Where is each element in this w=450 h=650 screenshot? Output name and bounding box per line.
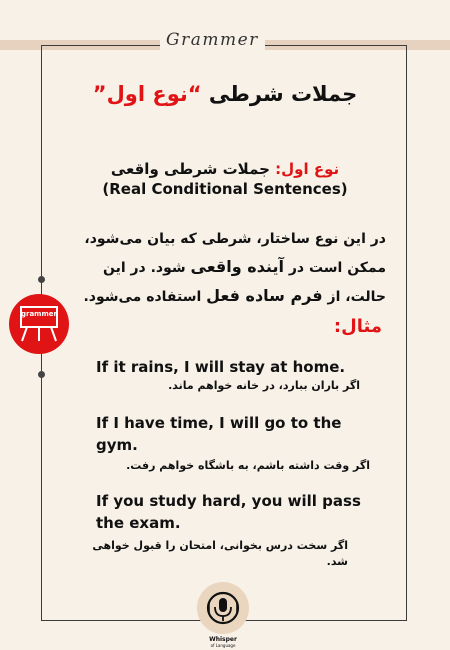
example-1-persian: اگر باران ببارد، در خانه خواهم ماند. bbox=[168, 379, 360, 392]
frame-dot-top bbox=[38, 276, 45, 283]
paragraph-highlight-future: آینده واقعی bbox=[190, 257, 284, 276]
example-3-english: If you study hard, you will pass the exam. bbox=[96, 492, 361, 532]
brand-logo bbox=[197, 582, 249, 634]
paragraph-part1: در این نوع ساختار، شرطی که بیان می‌شود، ممکن است در bbox=[84, 231, 386, 276]
subheading bbox=[70, 160, 380, 178]
whiteboard-icon bbox=[9, 294, 69, 354]
paragraph-part3: استفاده می‌شود. bbox=[83, 289, 207, 305]
example-2-persian: اگر وقت داشته باشم، به باشگاه خواهم رفت. bbox=[126, 459, 370, 472]
examples-heading: مثال: bbox=[333, 316, 382, 337]
badge-label: grammer bbox=[21, 310, 57, 318]
subheading-english: (Real Conditional Sentences) bbox=[102, 180, 348, 198]
subheading-type-label: نوع اول: bbox=[275, 160, 340, 178]
example-2-english: If I have time, I will go to the gym. bbox=[96, 414, 342, 454]
title-main: جملات شرطی bbox=[208, 82, 358, 106]
brand-name: Whisper bbox=[209, 636, 237, 643]
subheading-type-text: جملات شرطی واقعی bbox=[110, 160, 276, 178]
page-title bbox=[50, 82, 400, 106]
example-1-english: If it rains, I will stay at home. bbox=[96, 358, 346, 376]
frame-dot-bottom bbox=[38, 371, 45, 378]
title-highlight: “نوع اول” bbox=[92, 82, 202, 106]
example-3-persian: اگر سخت درس بخوانی، امتحان را قبول خواهی شد. bbox=[92, 539, 348, 568]
paragraph-part2: شود. در این حالت، از bbox=[102, 260, 386, 305]
grammar-badge bbox=[9, 294, 69, 354]
description-paragraph bbox=[64, 226, 386, 311]
paragraph-highlight-verb-form: فرم ساده فعل bbox=[206, 286, 323, 305]
header-label: Grammer bbox=[160, 30, 265, 50]
microphone-icon bbox=[197, 582, 249, 634]
brand-tagline: of Language bbox=[210, 643, 236, 648]
